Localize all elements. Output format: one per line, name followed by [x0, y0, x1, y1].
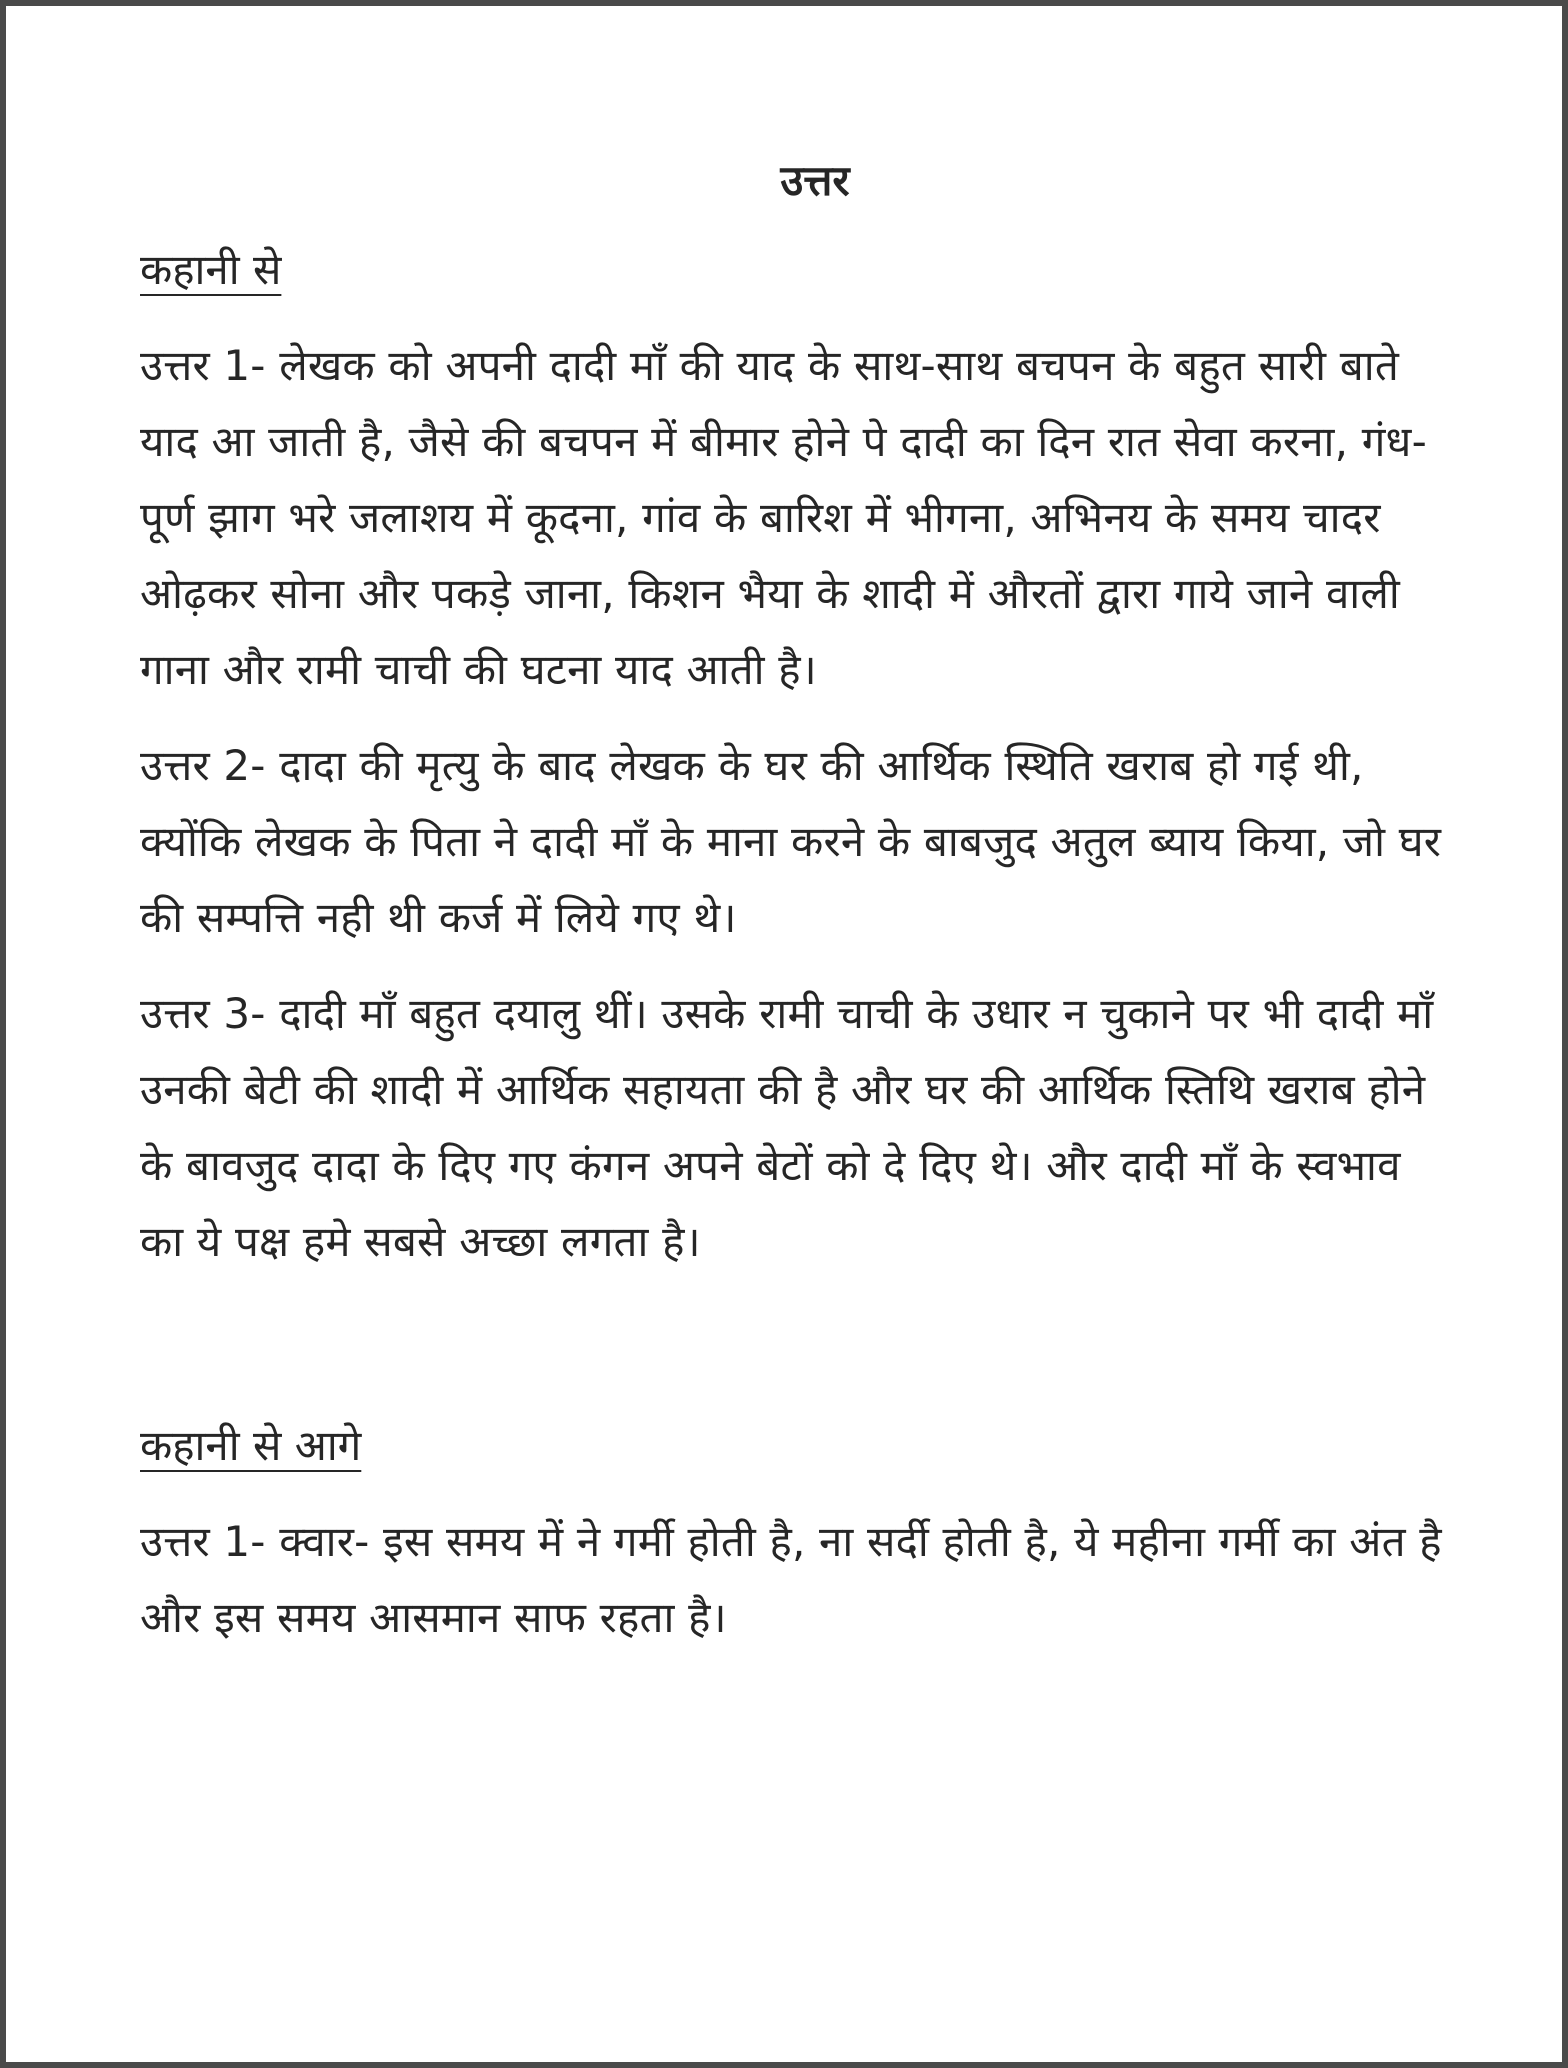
document-content	[140, 146, 1450, 1676]
aage-answer-1-paragraph: उत्तर 1- क्वार- इस समय में ने गर्मी होती है, ना सर्दी होती है, ये महीना गर्मी का अंत है और इस समय आसमान साफ रहता है।	[140, 1517, 1442, 1642]
page-title: उत्तर	[780, 156, 850, 205]
answer-1-paragraph: उत्तर 1- लेखक को अपनी दादी माँ की याद के साथ-साथ बचपन के बहुत सारी बाते याद आ जाती है, जैसे की बचपन में बीमार होने पे दादी का दिन रात सेवा करना, गंध-पूर्ण झाग भरे जलाशय में कूदना, गांव के बारिश में भीगना, अभिनय के समय चादर ओढ़कर सोना और पकड़े जाना, किशन भैया के शादी में औरतों द्वारा गाये जाने वाली गाना और रामी चाची की घटना याद आती है।	[140, 341, 1427, 694]
section-spacer	[140, 1300, 1450, 1410]
section-heading-kahani-se-aage: कहानी से आगे	[140, 1421, 362, 1470]
section-heading-kahani-se: कहानी से	[140, 245, 282, 294]
answer-2-paragraph: उत्तर 2- दादा की मृत्यु के बाद लेखक के घर की आर्थिक स्थिति खराब हो गई थी, क्योंकि लेखक के पिता ने दादी माँ के माना करने के बाबजुद अतुल ब्याय किया, जो घर की सम्पत्ति नही थी कर्ज में लिये गए थे।	[140, 741, 1442, 942]
answer-3-paragraph: उत्तर 3- दादी माँ बहुत दयालु थीं। उसके रामी चाची के उधार न चुकाने पर भी दादी माँ उनकी बेटी की शादी में आर्थिक सहायता की है और घर की आर्थिक स्तिथि खराब होने के बावजुद दादा के दिए गए कंगन अपने बेटों को दे दिए थे। और दादी माँ के स्वभाव का ये पक्ष हमे सबसे अच्छा लगता है।	[140, 989, 1434, 1266]
